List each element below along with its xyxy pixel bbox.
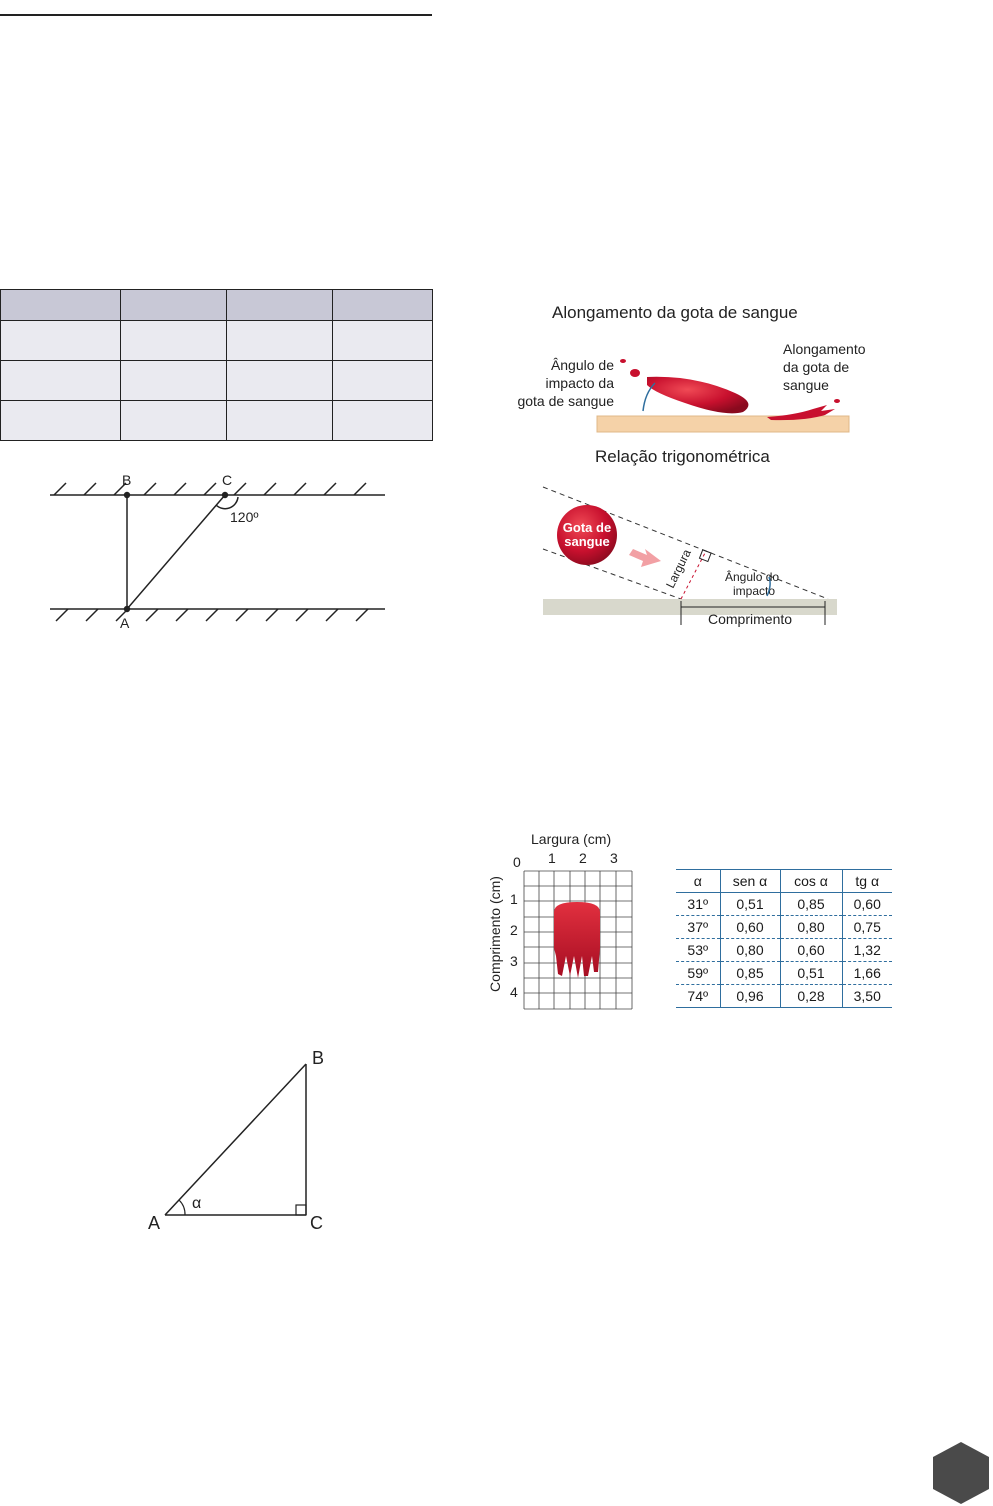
dashed-line-bottom bbox=[543, 549, 681, 599]
trig-header-sen: sen α bbox=[720, 870, 780, 893]
width-label: Largura bbox=[663, 546, 694, 591]
trig-cell: 0,60 bbox=[780, 939, 842, 962]
drop-label-1: Gota de bbox=[562, 520, 612, 535]
elongation-label-1: Alongamento bbox=[783, 341, 866, 357]
table-row bbox=[676, 893, 892, 916]
table-row bbox=[1, 321, 433, 361]
label-a: A bbox=[120, 615, 130, 631]
grid-y-tick: 4 bbox=[510, 984, 518, 1000]
trig-header-tg: tg α bbox=[842, 870, 892, 893]
bottom-hatching bbox=[56, 609, 368, 621]
table-row bbox=[676, 985, 892, 1008]
right-triangle-figure bbox=[140, 1045, 340, 1235]
table-header-row bbox=[1, 290, 433, 321]
drop-label-2: sangue bbox=[564, 534, 610, 549]
hexagon-icon bbox=[933, 1442, 989, 1504]
trig-cell: 0,80 bbox=[720, 939, 780, 962]
side-ab bbox=[165, 1064, 306, 1215]
triangle-label-a: A bbox=[148, 1213, 161, 1233]
impact-label-2: impacto bbox=[733, 584, 776, 598]
table-row bbox=[676, 939, 892, 962]
top-rule bbox=[0, 14, 432, 16]
elongation-label-3: sangue bbox=[783, 377, 829, 393]
angle-arc bbox=[216, 497, 238, 509]
segment-ac bbox=[127, 495, 225, 609]
falling-drop-icon bbox=[647, 377, 748, 414]
trig-cell: 0,96 bbox=[720, 985, 780, 1008]
trig-cell: 37º bbox=[676, 916, 720, 939]
relation-title: Relação trigonométrica bbox=[595, 447, 770, 466]
right-angle-marker bbox=[296, 1205, 306, 1215]
grid-x-tick: 2 bbox=[579, 850, 587, 866]
trig-cell: 3,50 bbox=[842, 985, 892, 1008]
grid-y-title: Comprimento (cm) bbox=[487, 876, 503, 992]
grid-x-title: Largura (cm) bbox=[531, 831, 612, 847]
alpha-arc bbox=[179, 1200, 185, 1215]
blood-droplet bbox=[834, 399, 840, 403]
angle-120-label: 120º bbox=[230, 509, 259, 525]
trig-cell: 0,75 bbox=[842, 916, 892, 939]
trig-cell: 53º bbox=[676, 939, 720, 962]
table-row bbox=[676, 916, 892, 939]
trig-table-header bbox=[676, 870, 892, 893]
table-row bbox=[1, 361, 433, 401]
page-badge-hexagon bbox=[933, 1442, 989, 1504]
elongation-label-2: da gota de bbox=[783, 359, 850, 375]
grid-y-tick: 3 bbox=[510, 953, 518, 969]
impact-label-1: Ângulo do bbox=[725, 570, 780, 584]
parallel-lines-figure bbox=[40, 465, 400, 635]
label-b: B bbox=[122, 472, 132, 488]
top-hatching bbox=[54, 483, 366, 495]
empty-table bbox=[0, 289, 433, 441]
blood-drop-figure bbox=[495, 295, 866, 635]
blood-stain-icon bbox=[554, 902, 600, 978]
triangle-label-c: C bbox=[310, 1213, 323, 1233]
direction-arrow-icon bbox=[629, 549, 661, 567]
blood-grid-figure bbox=[482, 826, 642, 1012]
grid-y-tick: 2 bbox=[510, 922, 518, 938]
impact-angle-label-2: impacto da bbox=[545, 375, 614, 391]
trig-cell: 59º bbox=[676, 962, 720, 985]
trig-cell: 31º bbox=[676, 893, 720, 916]
point-c bbox=[222, 492, 228, 498]
label-c: C bbox=[222, 472, 233, 488]
table-row bbox=[1, 401, 433, 441]
blood-droplet bbox=[620, 359, 626, 363]
elongation-title: Alongamento da gota de sangue bbox=[552, 303, 798, 322]
trig-cell: 0,28 bbox=[780, 985, 842, 1008]
trig-table bbox=[676, 869, 892, 1008]
trig-cell: 74º bbox=[676, 985, 720, 1008]
surface-strip bbox=[597, 416, 849, 432]
table-row bbox=[676, 962, 892, 985]
trig-cell: 0,51 bbox=[720, 893, 780, 916]
point-a bbox=[124, 606, 130, 612]
trig-cell: 1,32 bbox=[842, 939, 892, 962]
trig-cell: 0,51 bbox=[780, 962, 842, 985]
blood-droplet bbox=[630, 369, 640, 377]
trig-cell: 0,85 bbox=[720, 962, 780, 985]
impact-angle-label-1: Ângulo de bbox=[550, 357, 614, 373]
grid-x-tick: 0 bbox=[513, 854, 521, 870]
impact-angle-label-3: gota de sangue bbox=[517, 393, 614, 409]
triangle-label-b: B bbox=[312, 1048, 325, 1068]
grid-x-tick: 3 bbox=[610, 850, 618, 866]
alpha-label: α bbox=[192, 1195, 202, 1212]
trig-cell: 0,80 bbox=[780, 916, 842, 939]
trig-cell: 1,66 bbox=[842, 962, 892, 985]
trig-cell: 0,60 bbox=[720, 916, 780, 939]
trig-header-alpha: α bbox=[676, 870, 720, 893]
point-b bbox=[124, 492, 130, 498]
trig-cell: 0,60 bbox=[842, 893, 892, 916]
length-label: Comprimento bbox=[708, 611, 793, 627]
grid-y-tick: 1 bbox=[510, 891, 518, 907]
trig-cell: 0,85 bbox=[780, 893, 842, 916]
grid-x-tick: 1 bbox=[548, 850, 556, 866]
trig-header-cos: cos α bbox=[780, 870, 842, 893]
